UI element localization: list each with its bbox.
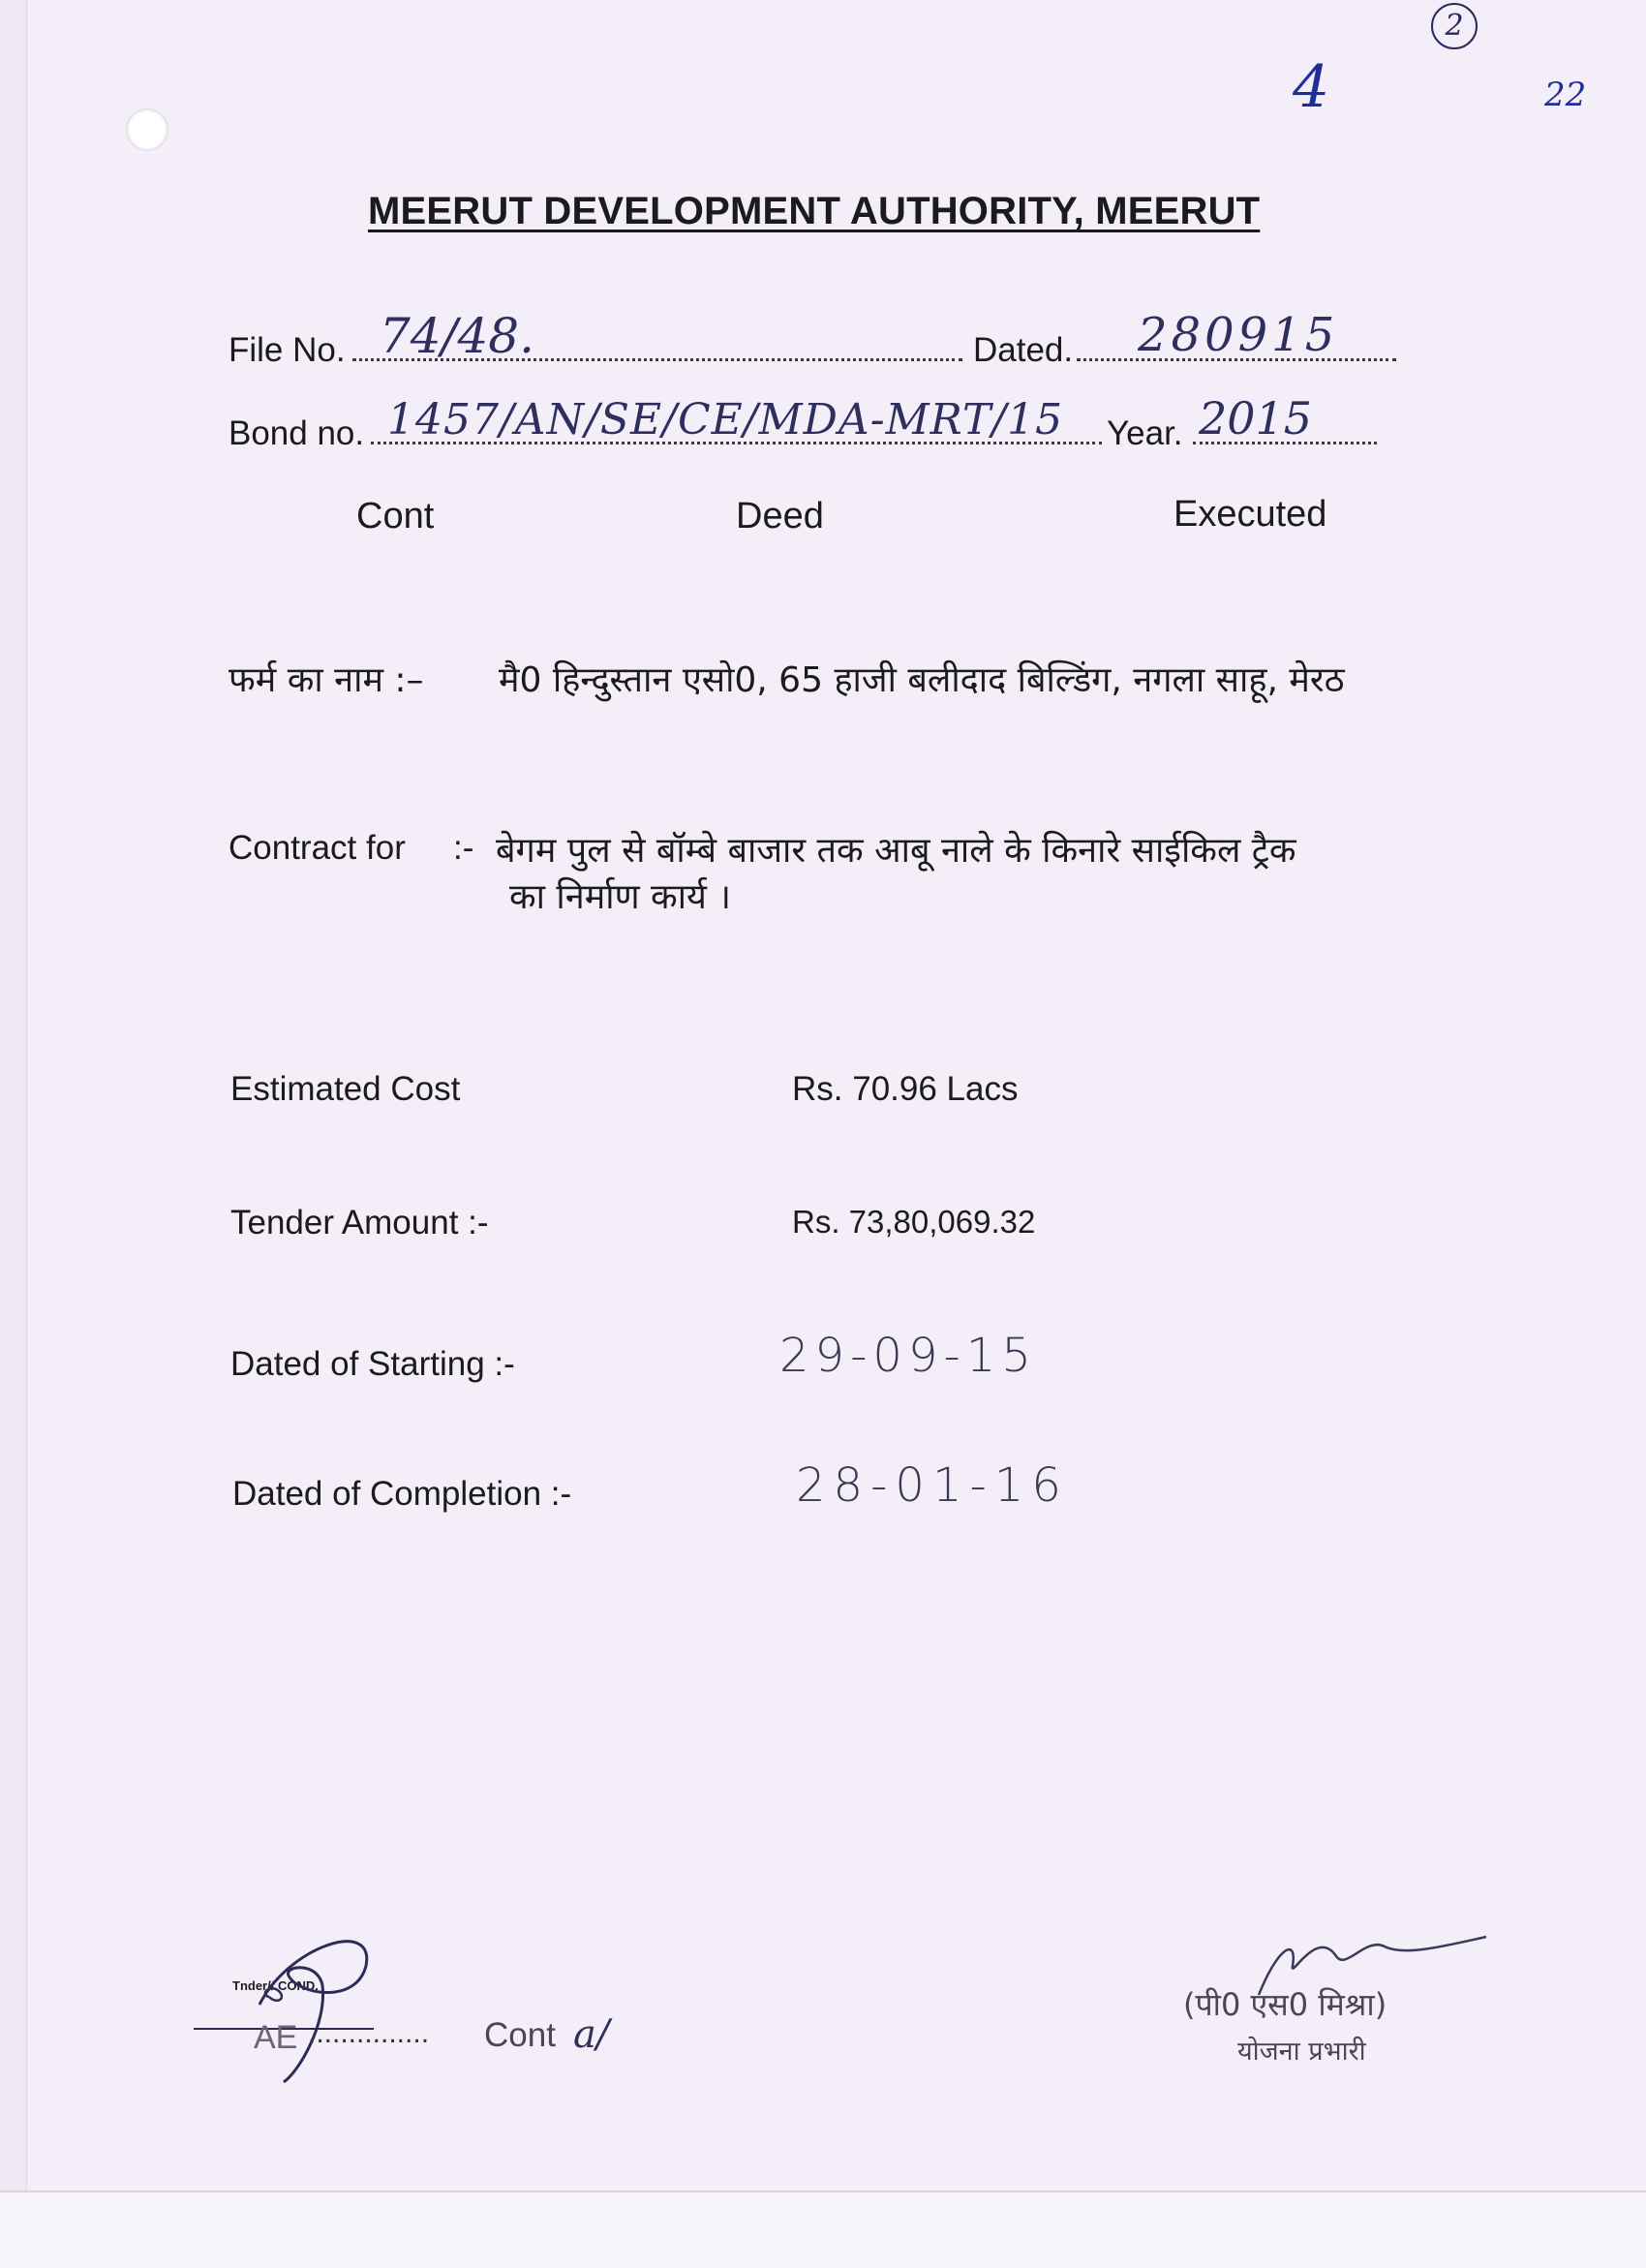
bond-no-label: Bond no. [229,414,365,452]
page-title: MEERUT DEVELOPMENT AUTHORITY, MEERUT [368,190,1261,232]
circled-page-mark [1431,0,1478,49]
completion-date-label: Dated of Completion :- [232,1475,572,1513]
deed-heading: Deed [736,496,824,536]
tender-amount-label: Tender Amount :- [230,1204,489,1241]
bond-no-value: 1457/AN/SE/CE/MDA-MRT/15 [387,395,1064,444]
estimated-cost-label: Estimated Cost [230,1070,461,1108]
tender-amount-value [792,1204,1035,1241]
contract-separator: :- [453,829,474,867]
cont-initial-mark: a/ [573,2012,610,2057]
file-no-label: File No. [229,331,346,369]
firm-name-label: फर्म का नाम :– [229,660,424,700]
dated-value: 280915 [1138,308,1339,362]
firm-name-value: मै0 हिन्दुस्तान एसो0, 65 हाजी बलीदाद बिल्डिंग, नगला साहू, मेरठ [499,660,1345,700]
cont-label-footer: Cont [484,2016,556,2054]
officer-title-stamp: योजना प्रभारी [1237,2037,1366,2067]
tender-cond-stamp: Tnder// COND. [232,1978,319,1993]
corner-number-mark: 22 [1544,76,1587,114]
tender-amount-text: Rs. 73,80,069.32 [792,1204,1036,1240]
estimated-cost-value: Rs. 70.96 Lacs [792,1070,1019,1108]
contract-description-line1: बेगम पुल से बॉम्बे बाजार तक आबू नाले के किनारे साईकिल ट्रैक [496,831,1296,871]
contract-for-label: Contract for [229,829,406,867]
page-number-mark: 4 [1293,53,1330,121]
executed-heading: Executed [1174,494,1327,535]
dated-label: Dated. [973,331,1074,369]
contract-description-line2: का निर्माण कार्य । [509,877,731,917]
completion-date-value: 28-01-16 [796,1458,1069,1513]
file-no-value: 74/48. [380,308,534,364]
year-label: Year. [1107,414,1183,452]
punch-hole [126,108,168,151]
starting-date-label: Dated of Starting :- [230,1345,515,1383]
left-signature-scribble [230,1927,405,2092]
starting-date-value: 29-09-15 [779,1329,1037,1383]
ae-dotted-line: ............... [308,2017,430,2049]
ae-label: AE [254,2019,298,2056]
circled-mark-text: 2 [1431,3,1478,49]
year-value: 2015 [1199,392,1313,444]
page-fold-edge [0,2191,1646,2268]
cont-heading: Cont [356,496,435,536]
officer-name-stamp: (पी0 एस0 मिश्रा) [1183,1986,1387,2023]
